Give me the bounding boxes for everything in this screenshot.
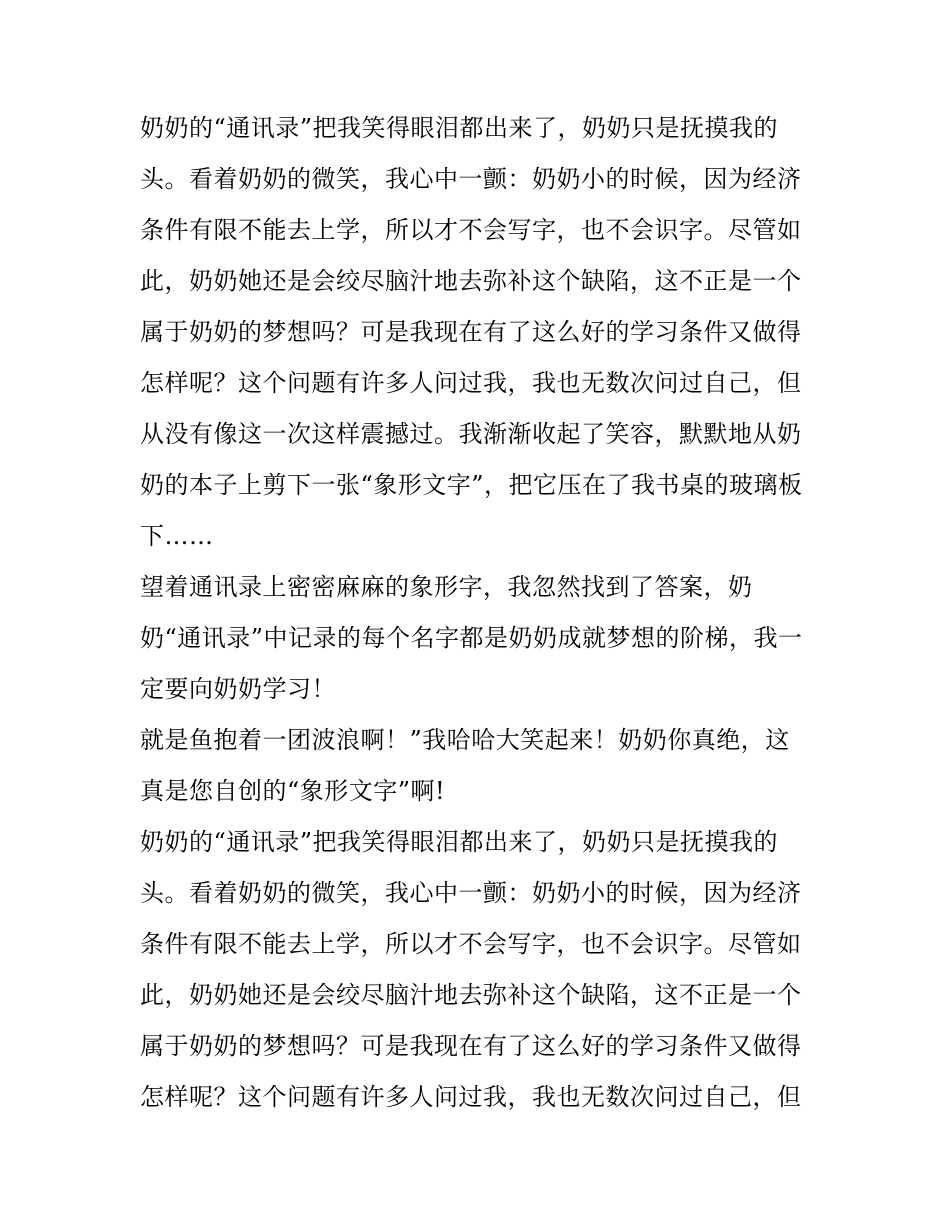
document-body	[140, 103, 840, 1123]
text-line: 定要向奶奶学习！	[140, 675, 336, 703]
text-line: 从没有像这一次这样震撼过。我渐渐收起了笑容，默默地从奶	[140, 420, 802, 448]
text-line: 怎样呢？这个问题有许多人问过我，我也无数次问过自己，但	[140, 369, 802, 397]
text-line: 奶奶的“通讯录”把我笑得眼泪都出来了，奶奶只是抚摸我的	[140, 828, 779, 856]
text-line: 下……	[140, 522, 214, 550]
text-line: 奶的本子上剪下一张“象形文字”，把它压在了我书桌的玻璃板	[140, 471, 803, 499]
text-line: 就是鱼抱着一团波浪啊！”我哈哈大笑起来！奶奶你真绝，这	[140, 726, 790, 754]
text-line: 头。看着奶奶的微笑，我心中一颤：奶奶小的时候，因为经济	[140, 165, 802, 193]
text-line: 头。看着奶奶的微笑，我心中一颤：奶奶小的时候，因为经济	[140, 879, 802, 907]
text-line: 属于奶奶的梦想吗？可是我现在有了这么好的学习条件又做得	[140, 1032, 802, 1060]
text-line: 望着通讯录上密密麻麻的象形字，我忽然找到了答案，奶	[140, 573, 753, 601]
text-line: 属于奶奶的梦想吗？可是我现在有了这么好的学习条件又做得	[140, 318, 802, 346]
text-line: 怎样呢？这个问题有许多人问过我，我也无数次问过自己，但	[140, 1083, 802, 1111]
text-line: 此，奶奶她还是会绞尽脑汁地去弥补这个缺陷，这不正是一个	[140, 981, 802, 1009]
text-line: 奶奶的“通讯录”把我笑得眼泪都出来了，奶奶只是抚摸我的	[140, 114, 779, 142]
text-line: 此，奶奶她还是会绞尽脑汁地去弥补这个缺陷，这不正是一个	[140, 267, 802, 295]
text-line: 条件有限不能去上学，所以才不会写字，也不会识字。尽管如	[140, 930, 802, 958]
text-line: 真是您自创的“象形文字”啊!	[140, 777, 446, 805]
text-line: 奶“通讯录”中记录的每个名字都是奶奶成就梦想的阶梯，我一	[140, 624, 803, 652]
text-line: 条件有限不能去上学，所以才不会写字，也不会识字。尽管如	[140, 216, 802, 244]
